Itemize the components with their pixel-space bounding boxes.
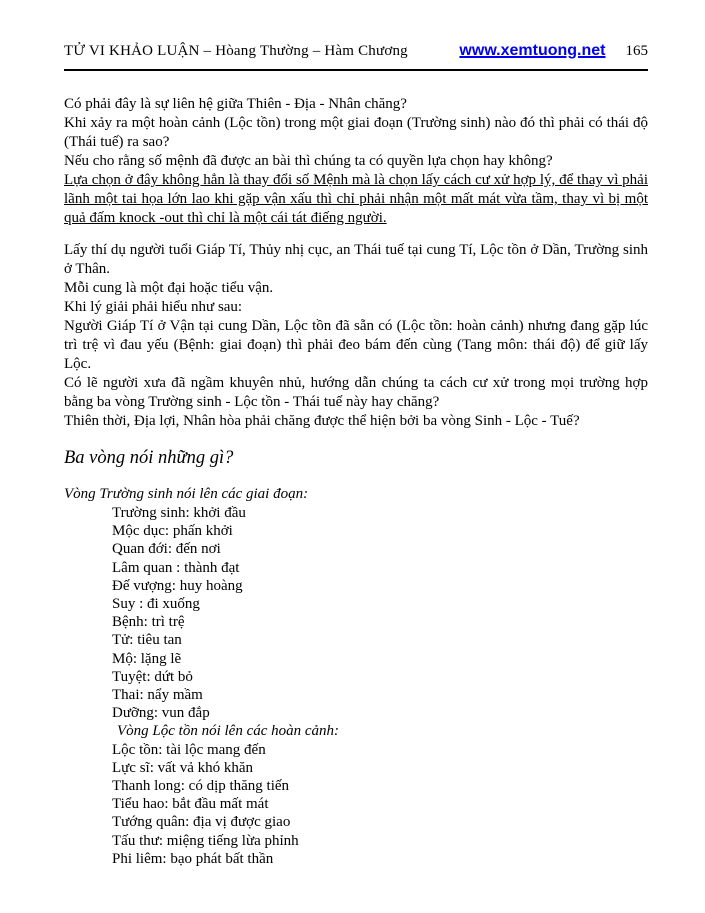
- list-item: Bệnh: trì trệ: [112, 614, 185, 631]
- paragraph-example-6: Thiên thời, Địa lợi, Nhân hòa phải chăng được thể hiện bởi ba vòng Sinh - Lộc - Tuế?: [64, 413, 580, 429]
- list-item: Tấu thư: miệng tiếng lừa phỉnh: [112, 832, 299, 849]
- page-number: 165: [625, 43, 648, 59]
- underlined-paragraph: Lựa chọn ở đây không hẳn là thay đổi số Mệnh mà là chọn lấy cách cư xử hợp lý, để thay vì phải lãnh một tai họa lớn lao khi gặp vận xấu thì chỉ phải nhận một mất mát vừa tầm, thay vì bị một quả đấm knock -out thì chỉ là một cái tát điếng người.: [64, 172, 648, 226]
- paragraph-example-1: Lấy thí dụ người tuổi Giáp Tí, Thủy nhị cục, an Thái tuế tại cung Tí, Lộc tồn ở Dần, Trường sinh ở Thân.: [64, 242, 648, 277]
- paragraph-question-2: Khi xảy ra một hoàn cảnh (Lộc tồn) trong một giai đoạn (Trường sinh) nào đó thì phải có thái độ (Thái tuế) ra sao?: [64, 115, 648, 150]
- truong-sinh-intro: Vòng Trường sinh nói lên các giai đoạn:: [64, 486, 309, 502]
- list-item: Tuyệt: dứt bỏ: [112, 668, 193, 685]
- paragraph-example-4: Người Giáp Tí ở Vận tại cung Dần, Lộc tồn đã sẵn có (Lộc tồn: hoàn cảnh) nhưng đang gặp lúc trì trệ vì đau yếu (Bệnh: giai đoạn) thì phải đeo bám đến cùng (Tang môn: thái độ) để giữ lấy Lộc.: [64, 318, 648, 372]
- list-item: Tướng quân: địa vị được giao: [112, 814, 291, 831]
- page-content: [64, 95, 648, 868]
- list-item: Thai: nẩy mầm: [112, 687, 203, 704]
- list-item: Mộ: lặng lẽ: [112, 650, 182, 667]
- list-item: Quan đới: đến nơi: [112, 541, 221, 558]
- list-item: Thanh long: có dịp thăng tiến: [112, 778, 290, 795]
- list-item: Tiểu hao: bắt đầu mất mát: [112, 796, 269, 813]
- page-header: [64, 42, 648, 71]
- paragraph-question-1: Có phải đây là sự liên hệ giữa Thiên - Địa - Nhân chăng?: [64, 96, 407, 112]
- section-heading: Ba vòng nói những gì?: [64, 448, 234, 468]
- paragraph-question-3: Nếu cho rằng số mệnh đã được an bài thì chúng ta có quyền lựa chọn hay không?: [64, 153, 553, 169]
- list-item: Lộc tồn: tài lộc mang đến: [112, 741, 266, 758]
- paragraph-example-5: Có lẽ người xưa đã ngầm khuyên nhủ, hướng dẫn chúng ta cách cư xử trong mọi trường hợp bằng ba vòng Trường sinh - Lộc tồn - Thái tuế này hay chăng?: [64, 375, 648, 410]
- truong-sinh-list: [64, 504, 648, 868]
- list-item: Tử: tiêu tan: [112, 632, 182, 649]
- list-item: Mộc dục: phấn khởi: [112, 523, 233, 540]
- list-item: Phi liêm: bạo phát bất thần: [112, 850, 274, 867]
- header-title: TỬ VI KHẢO LUẬN – Hòang Thường – Hàm Chương: [64, 43, 408, 59]
- paragraph-example-3: Khi lý giải phải hiểu như sau:: [64, 299, 243, 315]
- list-item: Đế vượng: huy hoàng: [112, 577, 243, 594]
- website-link[interactable]: www.xemtuong.net: [459, 42, 606, 59]
- list-item: Suy : đi xuống: [112, 596, 200, 613]
- list-item: Lực sĩ: vất vả khó khăn: [112, 759, 254, 776]
- list-item: Lâm quan : thành đạt: [112, 559, 240, 576]
- paragraph-example-2: Mỗi cung là một đại hoặc tiểu vận.: [64, 280, 274, 296]
- list-item: Trường sinh: khởi đầu: [112, 505, 246, 521]
- list-item: Dưỡng: vun đắp: [112, 705, 210, 722]
- paragraph-gap: [64, 228, 648, 241]
- loc-ton-intro: Vòng Lộc tồn nói lên các hoàn cảnh:: [117, 723, 340, 740]
